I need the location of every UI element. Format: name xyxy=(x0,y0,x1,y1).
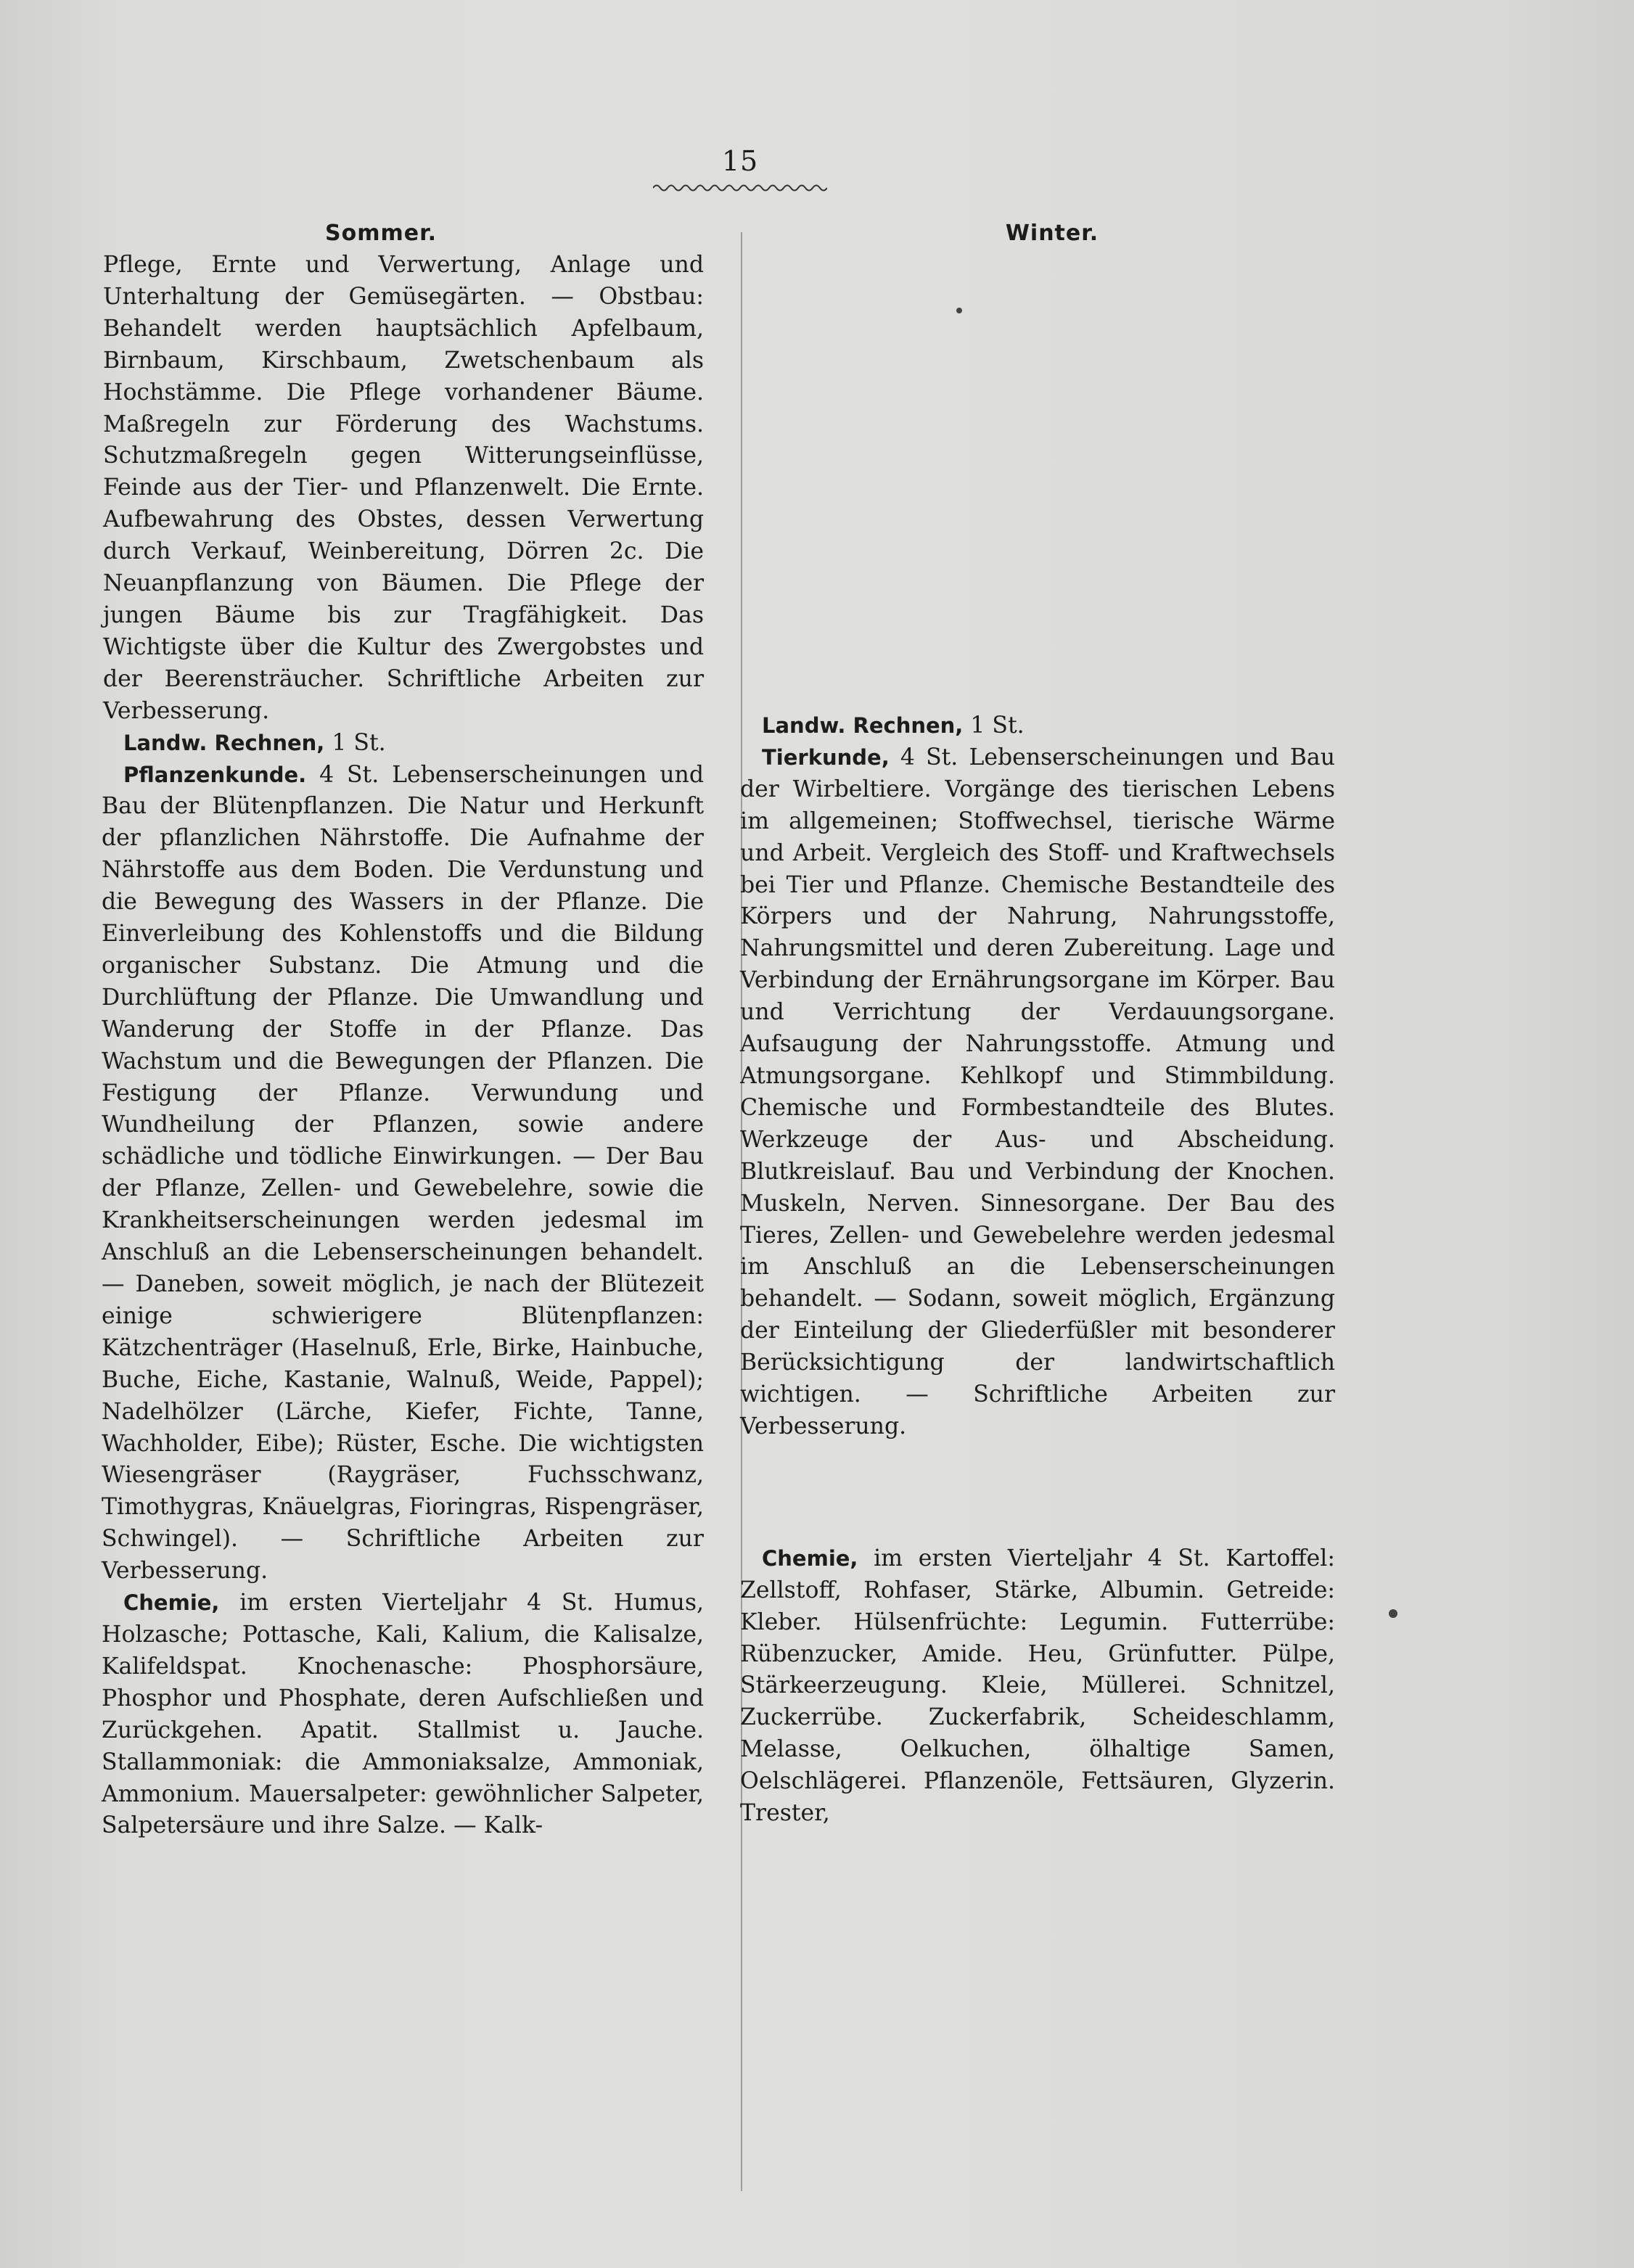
summer-rechnen-entry xyxy=(102,728,704,760)
summer-chemie-text: im ersten Vierteljahr 4 St. Humus, Holzasche; Pottasche, Kali, Kalium, die Kalisalze, Kalifeldspat. Knochenasche: Phosphorsäure, Phosphor und Phosphate, deren Aufschließen und Zurückgehen. Apatit. Stallmist u. Jauche. Stallammoniak: die Ammoniaksalze, Ammoniak, Ammonium. Mauersalpeter: gewöhnlicher Salpeter, Salpetersäure und ihre Salze. — Kalk- xyxy=(102,1590,704,1839)
summer-heading: Sommer. xyxy=(325,221,437,246)
ink-speck xyxy=(1389,1609,1397,1618)
summer-chemie-entry xyxy=(102,1587,704,1842)
summer-pflanzenkunde-entry xyxy=(102,760,704,1588)
summer-horticulture-text: Pflege, Ernte und Verwertung, Anlage und Unterhaltung der Gemüsegärten. — Obstbau: Behandelt werden hauptsächlich Apfelbaum, Birnbaum, Kirschbaum, Zwetschenbaum als Hochstämme. Die Pflege vorhandener Bäume. Maßregeln zur Förderung des Wachstums. Schutzmaßregeln gegen Witterungseinflüsse, Feinde aus der Tier- und Pflanzenwelt. Die Ernte. Aufbewahrung des Obstes, dessen Verwertung durch Verkauf, Weinbereitung, Dörren 2c. Die Neuanpflanzung von Bäumen. Die Pflege der jungen Bäume bis zur Tragfähigkeit. Das Wichtigste über die Kultur des Zwergobstes und der Beerensträucher. Schriftliche Arbeiten zur Verbesserung. xyxy=(103,252,704,724)
summer-pflanzenkunde-text: 4 St. Lebenserscheinungen und Bau der Blütenpflanzen. Die Natur und Herkunft der pflanzlichen Nährstoffe. Die Aufnahme der Nährstoffe aus dem Boden. Die Verdunstung und die Bewegung des Wassers in der Pflanze. Die Einverleibung des Kohlenstoffs und die Bildung organischer Substanz. Die Atmung und die Durchlüftung der Pflanze. Die Umwandlung und Wanderung der Stoffe in der Pflanze. Das Wachstum und die Bewegungen der Pflanzen. Die Festigung der Pflanze. Verwundung und Wundheilung der Pflanzen, sowie andere schädliche und tödliche Einwirkungen. — Der Bau der Pflanze, Zellen- und Gewebelehre, sowie die Krankheitserscheinungen werden jedesmal im Anschluß an die Lebenserscheinungen behandelt. — Daneben, soweit möglich, je nach der Blütezeit einige schwierigere Blütenpflanzen: Kätzchenträger (Haselnuß, Erle, Birke, Hainbuche, Buche, Eiche, Kastanie, Walnuß, Weide, Pappel); Nadelhölzer (Lärche, Kiefer, Fichte, Tanne, Wachholder, Eibe); Rüster, Esche. Die wichtigsten Wiesengräser (Raygräser, Fuchsschwanz, Timothygras, Knäuelgras, Fioringras, Rispengräser, Schwingel). — Schriftliche Arbeiten zur Verbesserung. xyxy=(102,761,704,1585)
summer-pflanzenkunde-heading: Pflanzenkunde. xyxy=(123,762,307,787)
winter-blank-space-2 xyxy=(740,1443,1335,1543)
winter-rechnen-entry xyxy=(740,710,1335,742)
winter-tierkunde-text: 4 St. Lebenserscheinungen und Bau der Wirbeltiere. Vorgänge des tierischen Lebens im allgemeinen; Stoffwechsel, tierische Wärme und Arbeit. Vergleich des Stoff- und Kraftwechsels bei Tier und Pflanze. Chemische Bestandteile des Körpers und der Nahrung, Nahrungsstoffe, Nahrungsmittel und deren Zubereitung. Lage und Verbindung der Ernährungsorgane im Körper. Bau und Verrichtung der Verdauungsorgane. Aufsaugung der Nahrungsstoffe. Atmung und Atmungsorgane. Kehlkopf und Stimmbildung. Chemische und Formbestandteile des Blutes. Werkzeuge der Aus- und Abscheidung. Blutkreislauf. Bau und Verbindung der Knochen. Muskeln, Nerven. Sinnesorgane. Der Bau des Tieres, Zellen- und Gewebelehre werden jedesmal im Anschluß an die Lebenserscheinungen behandelt. — Sodann, soweit möglich, Ergänzung der Einteilung der Gliederfüßler mit besonderer Berücksichtigung der landwirtschaftlich wichtigen. — Schriftliche Arbeiten zur Verbesserung. xyxy=(740,744,1335,1439)
winter-chemie-heading: Chemie, xyxy=(762,1545,858,1571)
summer-rechnen-hours: 1 St. xyxy=(332,729,386,756)
winter-tierkunde-entry xyxy=(740,742,1335,1443)
winter-chemie-text: im ersten Vierteljahr 4 St. Kartoffel: Zellstoff, Rohfaser, Stärke, Albumin. Getreide: Kleber. Hülsenfrüchte: Legumin. Futterrübe: Rübenzucker, Amide. Heu, Grünfutter. Pülpe, Stärkeerzeugung. Kleie, Müllerei. Schnitzel, Zuckerrübe. Zuckerfabrik, Scheideschlamm, Melasse, Oelkuchen, ölhaltige Samen, Oelschlägerei. Pflanzenöle, Fettsäuren, Glyzerin. Trester, xyxy=(740,1545,1335,1827)
winter-tierkunde-heading: Tierkunde, xyxy=(762,744,890,770)
page-number: 15 xyxy=(721,145,759,177)
winter-rechnen-hours: 1 St. xyxy=(970,712,1025,739)
winter-column xyxy=(740,218,1335,1830)
wavy-rule-ornament xyxy=(653,183,827,193)
winter-blank-space xyxy=(740,250,1335,710)
winter-heading: Winter. xyxy=(1005,221,1099,246)
summer-rechnen-heading: Landw. Rechnen, xyxy=(123,730,325,755)
winter-rechnen-heading: Landw. Rechnen, xyxy=(762,713,964,738)
ink-speck xyxy=(956,308,962,313)
summer-column xyxy=(102,218,704,1842)
summer-chemie-heading: Chemie, xyxy=(123,1590,220,1616)
winter-chemie-entry xyxy=(740,1543,1335,1830)
